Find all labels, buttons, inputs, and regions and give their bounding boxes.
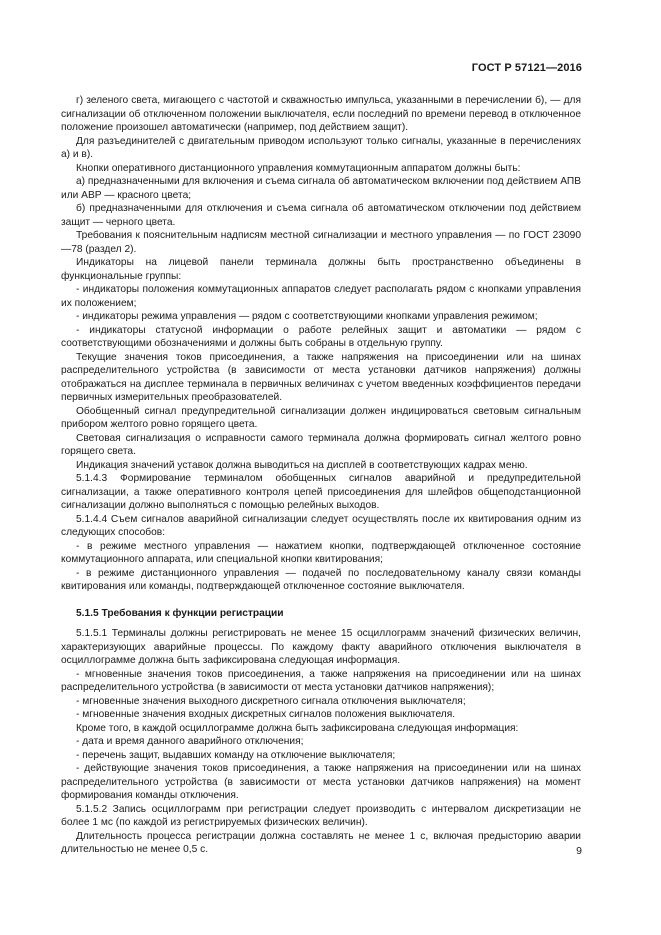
paragraph: Длительность процесса регистрации должна составлять не менее 1 с, включая предысторию аварии длительностью не менее 0,5 с. — [61, 830, 581, 855]
list-item: - дата и время данного аварийного отключения; — [76, 736, 304, 747]
list-item: - индикаторы статусной информации о работе релейных защит и автоматики — рядом с соответствующими обозначениями и должны быть собраны в отдельную группу. — [61, 324, 581, 349]
paragraph: 5.1.5.1 Терминалы должны регистрировать не менее 15 осциллограмм значений физических величин, характеризующих аварийные процессы. По каждому факту аварийного отключения выключателя в осциллограмме должна быть зафиксирована следующая информация. — [61, 628, 581, 666]
paragraph: г) зеленого света, мигающего с частотой и скважностью импульса, указанными в перечислении б), — для сигнализации об отключенном положении выключателя, если последний по времени перевод в отключенное положение произошел автоматически (например, под действием защит). — [61, 95, 581, 133]
paragraph: Для разъединителей с двигательным приводом используют только сигналы, указанные в перечислениях а) и в). — [61, 135, 581, 160]
list-item: - мгновенные значения выходного дискретного сигнала отключения выключателя; — [76, 695, 466, 707]
paragraph: Текущие значения токов присоединения, а также напряжения на присоединении или на шинах распределительного устройства (в зависимости от места установки датчиков напряжения) должны отображаться на дисплее терминала в первичных величинах с учетом введенных коэффициентов передачи первичных измерительных преобразователей. — [61, 351, 581, 403]
paragraph: Обобщенный сигнал предупредительной сигнализации должен индицироваться световым сигнальным прибором желтого ровно горящего цвета. — [61, 405, 581, 430]
paragraph: Кроме того, в каждой осциллограмме должна быть зафиксирована следующая информация: — [76, 722, 519, 734]
list-item: - индикаторы режима управления — рядом с соответствующими кнопками управления режимом; — [76, 311, 538, 322]
paragraph: 5.1.4.4 Съем сигналов аварийной сигнализации следует осуществлять после их квитирования одним из следующих способов: — [61, 513, 581, 538]
list-item: - индикаторы положения коммутационных аппаратов следует располагать рядом с кнопками управления их положением; — [61, 284, 581, 309]
list-item: - мгновенные значения токов присоединения, а также напряжения на присоединении или на шинах распределительного устройства (в зависимости от места установки датчиков напряжения); — [61, 668, 581, 693]
list-item: - перечень защит, выдавших команду на отключение выключателя; — [76, 749, 396, 761]
paragraph: 5.1.5.2 Запись осциллограмм при регистрации следует производить с интервалом дискретизации не более 1 мс (по каждой из регистрируемых физических величин). — [61, 803, 581, 828]
paragraph: б) предназначенными для отключения и съема сигнала об автоматическом отключении под действием защит — черного цвета. — [61, 203, 581, 228]
paragraph: 5.1.4.3 Формирование терминалом обобщенных сигналов аварийной и предупредительной сигнализации, а также оперативного контроля цепей присоединения для шлейфов общеподстанционной сигнализации должно выполняться с помощью релейных выходов. — [61, 473, 581, 511]
paragraph: Индикаторы на лицевой панели терминала должны быть пространственно объединены в функциональные группы: — [61, 257, 581, 282]
list-item: - мгновенные значения входных дискретных сигналов положения выключателя. — [76, 709, 456, 720]
paragraph: Требования к пояснительным надписям местной сигнализации и местного управления — по ГОСТ 23090—78 (раздел 2). — [61, 230, 581, 255]
paragraph: Кнопки оперативного дистанционного управления коммутационным аппаратом должны быть: — [76, 162, 521, 174]
paragraph: Индикация значений уставок должна выводиться на дисплей в соответствующих кадрах меню. — [76, 459, 528, 471]
document-body — [61, 94, 581, 857]
section-title: 5.1.5 Требования к функции регистрации — [76, 607, 284, 619]
paragraph: Световая сигнализация о исправности самого терминала должна формировать сигнал желтого ровно горящего света. — [61, 432, 581, 457]
page-number: 9 — [576, 845, 582, 857]
list-item: - действующие значения токов присоединения, а также напряжения на присоединении или на шинах распределительного устройства (в зависимости от места установки датчиков напряжения) на момент формирования команды отключения. — [61, 763, 581, 801]
list-item: - в режиме местного управления — нажатием кнопки, подтверждающей отключенное состояние коммутационного аппарата, или специальной кнопки квитирования; — [61, 540, 581, 565]
list-item: - в режиме дистанционного управления — подачей по последовательному каналу связи команды квитирования или команды, подтверждающей отключенное состояние выключателя. — [61, 567, 581, 592]
standard-header: ГОСТ Р 57121—2016 — [471, 62, 582, 74]
paragraph: а) предназначенными для включения и съема сигнала об автоматическом включении под действием АПВ или АВР — красного цвета; — [61, 176, 581, 201]
